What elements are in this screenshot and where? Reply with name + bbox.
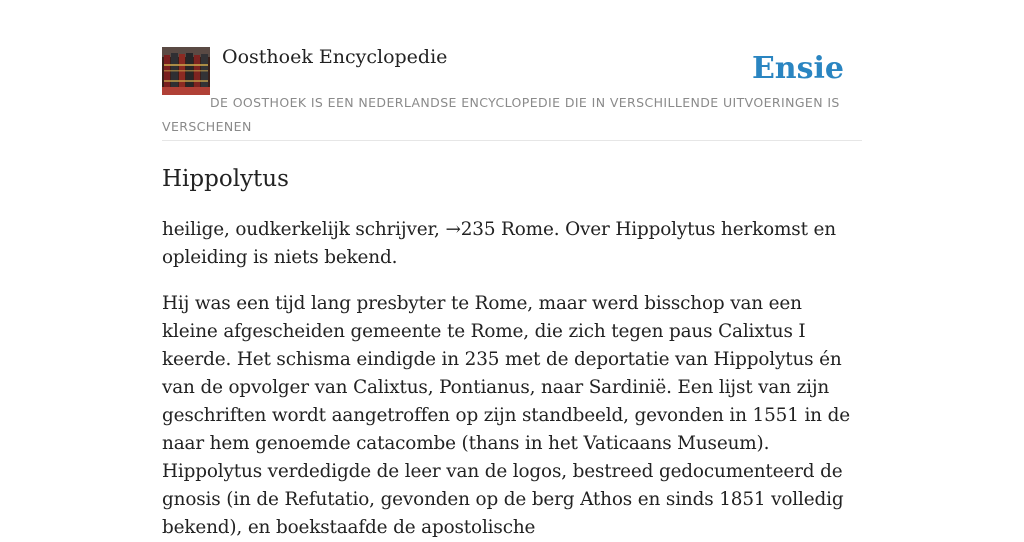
site-name[interactable]: Oosthoek Encyclopedie (222, 46, 448, 68)
encyclopedia-books-icon[interactable] (162, 47, 210, 95)
article-paragraph-2: Hij was een tijd lang presbyter te Rome, maar werd bisschop van een kleine afgescheiden gemeente te Rome, die zich tegen paus Calixtus I keerde. Het schisma eindigde in 235 met de deportatie van Hippolytus én van de opvolger van Calixtus, Pontianus, naar Sardinië. Een lijst van zijn geschriften wordt aangetroffen op zijn standbeeld, gevonden in 1551 in de naar hem genoemde catacombe (thans in het Vaticaans Museum). Hippolytus verdedigde de leer van de logos, bestreed gedocumenteerd de gnosis (in de Refutatio, gevonden op de berg Athos en sinds 1851 volledig bekend), en boekstaafde de apostolische (162, 293, 850, 538)
site-header (162, 0, 862, 141)
article (162, 162, 862, 542)
article-paragraph-1: heilige, oudkerkelijk schrijver, →235 Rome. Over Hippolytus herkomst en opleiding is niets bekend. (162, 219, 836, 268)
site-tagline: DE OOSTHOEK IS EEN NEDERLANDSE ENCYCLOPEDIE DIE IN VERSCHILLENDE UITVOERINGEN IS VERSCHENEN (162, 95, 840, 134)
article-title: Hippolytus (162, 166, 289, 192)
brand-logo[interactable]: Ensie (751, 51, 844, 86)
